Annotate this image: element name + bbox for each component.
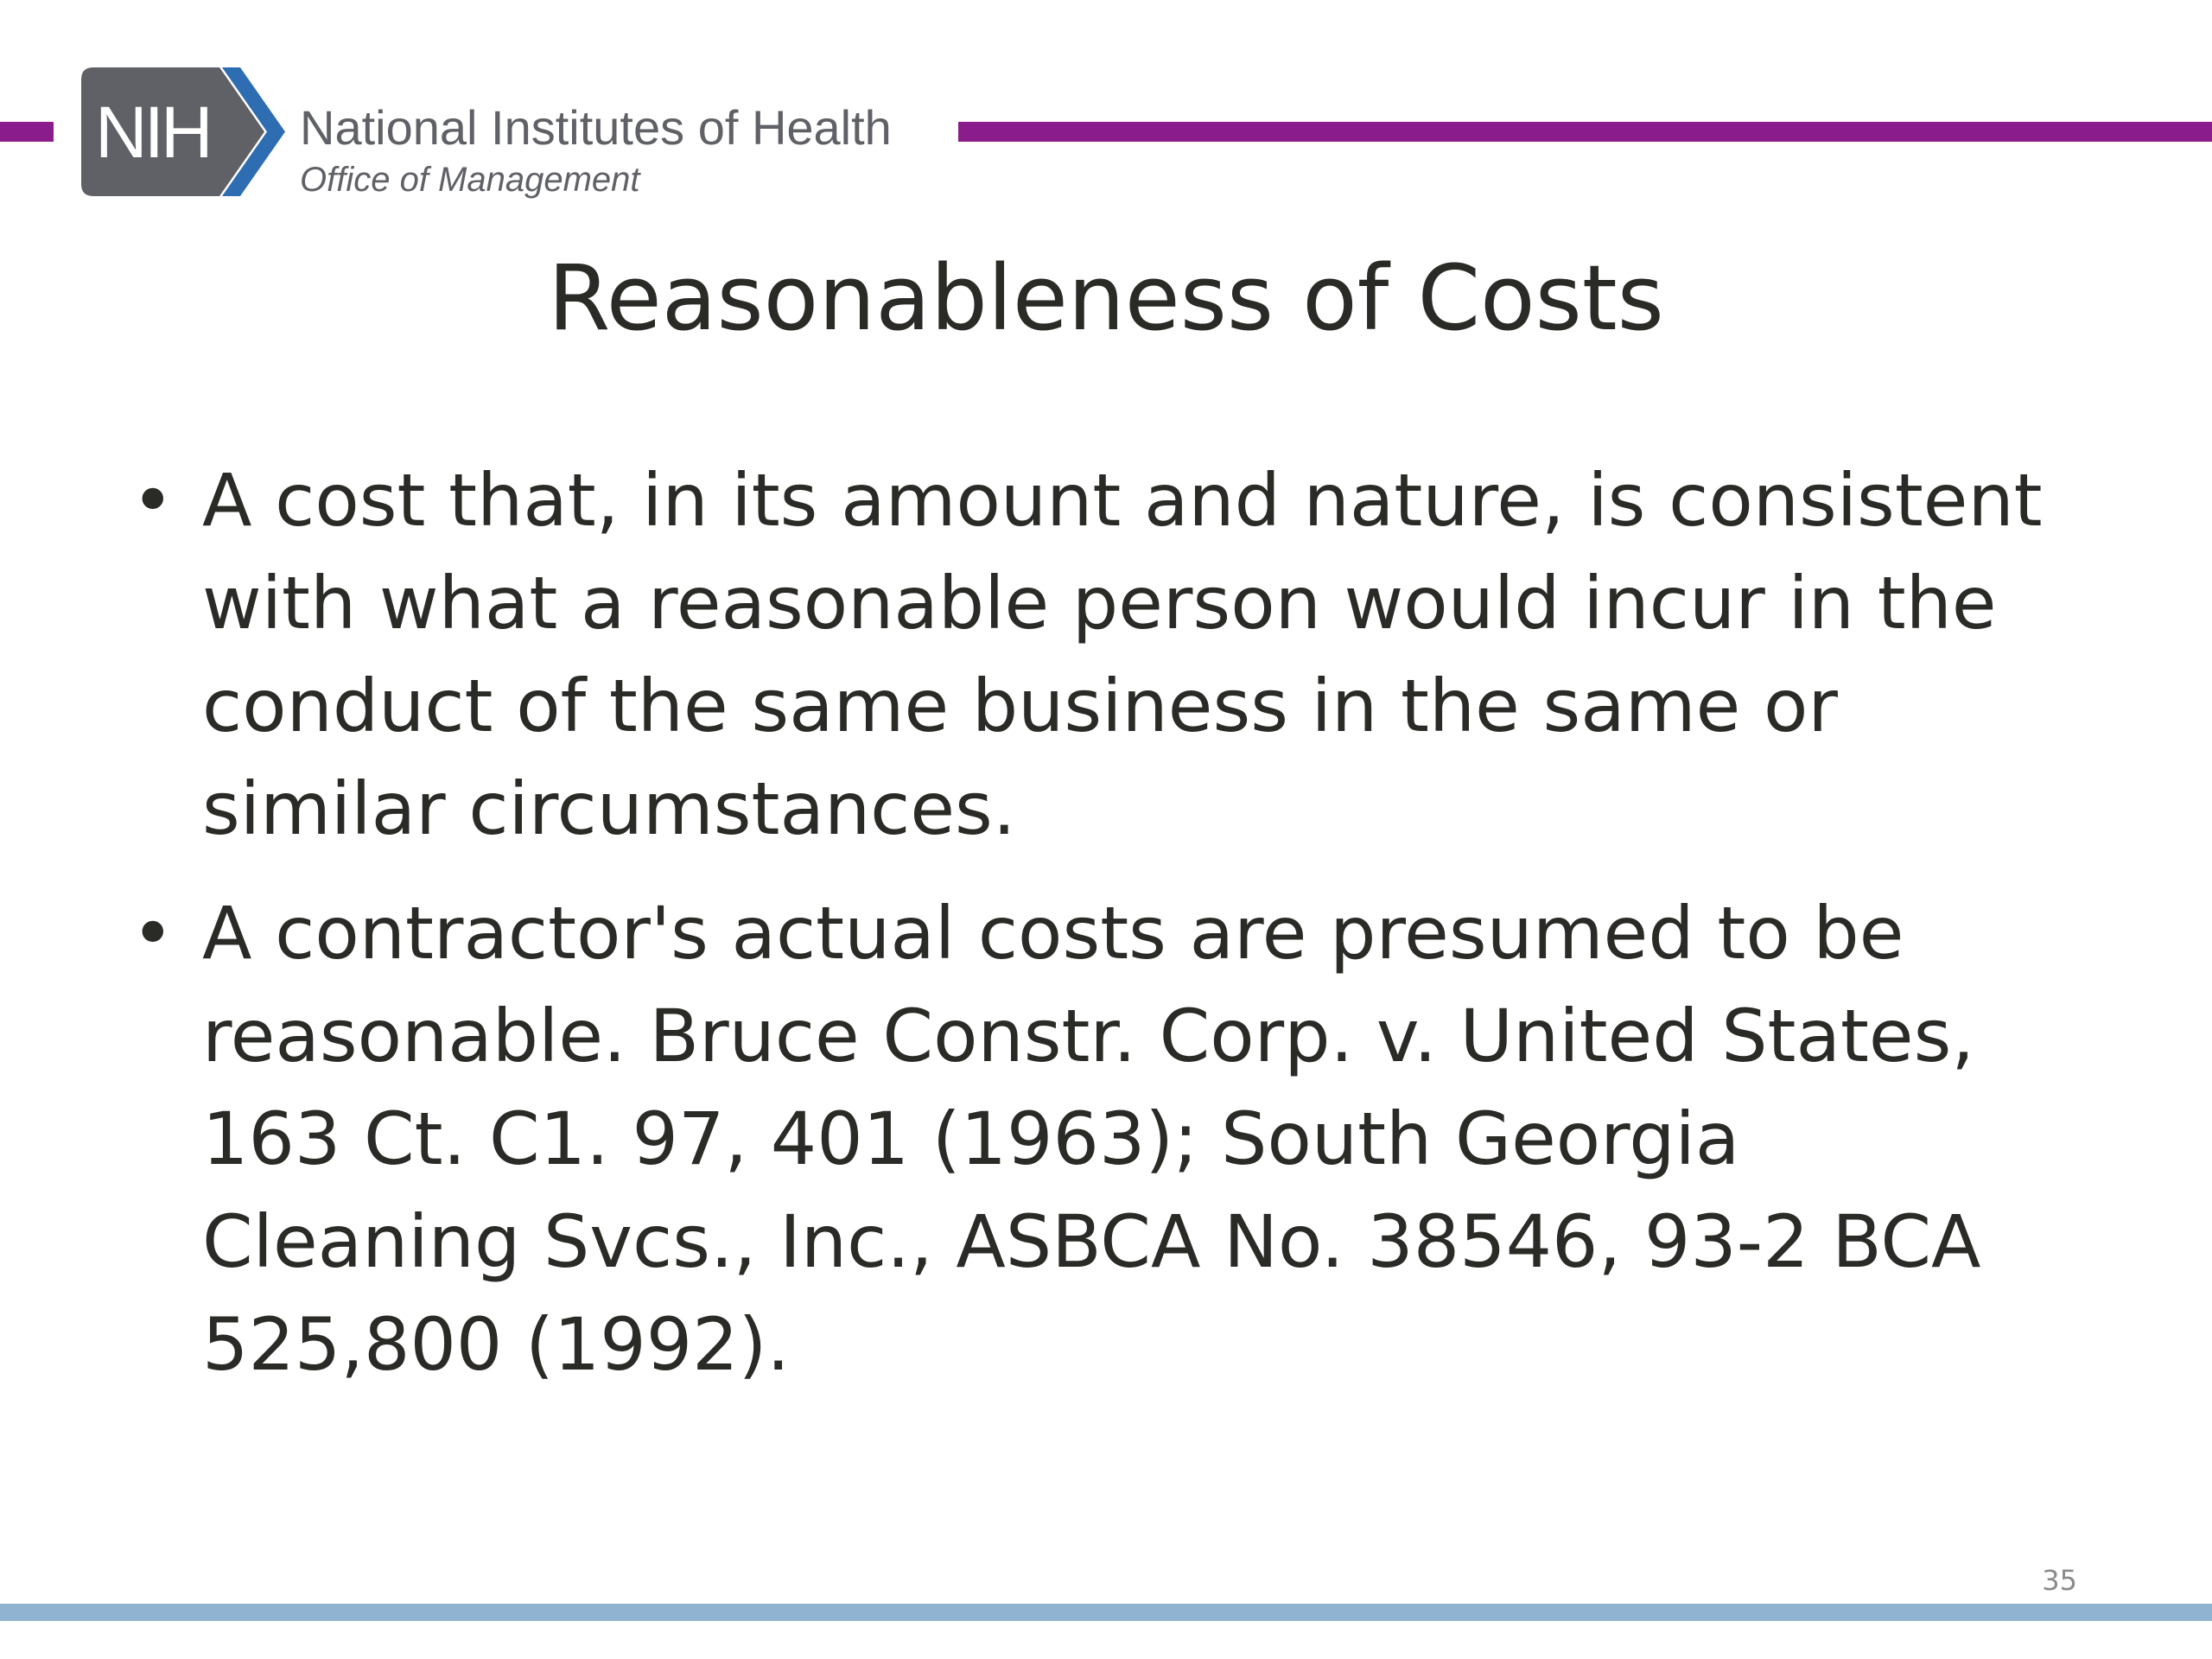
page-number: 35 bbox=[2042, 1564, 2077, 1597]
agency-name: National Institutes of Health bbox=[300, 100, 892, 155]
bullet-icon: • bbox=[131, 458, 175, 543]
nih-logo bbox=[81, 67, 285, 196]
bullet-item bbox=[121, 882, 2074, 1396]
nih-logo-text: NIH bbox=[95, 92, 210, 173]
footer-accent-band bbox=[0, 1604, 2212, 1621]
bullet-icon: • bbox=[131, 891, 175, 976]
bullet-list bbox=[121, 449, 2074, 1418]
bullet-item bbox=[121, 449, 2074, 861]
bullet-text: A contractor's actual costs are presumed to be reasonable. Bruce Constr. Corp. v. United States, 163 Ct. C1. 97, 401 (1963); South Georgia Cleaning Svcs., Inc., ASBCA No. 38546, 93-2 BCA 525,800 (1992). bbox=[202, 891, 1981, 1387]
bullet-text: A cost that, in its amount and nature, is consistent with what a reasonable person would incur in the conduct of the same business in the same or similar circumstances. bbox=[202, 458, 2043, 851]
header-accent-band-left bbox=[0, 122, 54, 142]
office-name: Office of Management bbox=[300, 161, 640, 199]
header-accent-band-right bbox=[958, 122, 2212, 142]
slide-title: Reasonableness of Costs bbox=[548, 245, 1664, 351]
